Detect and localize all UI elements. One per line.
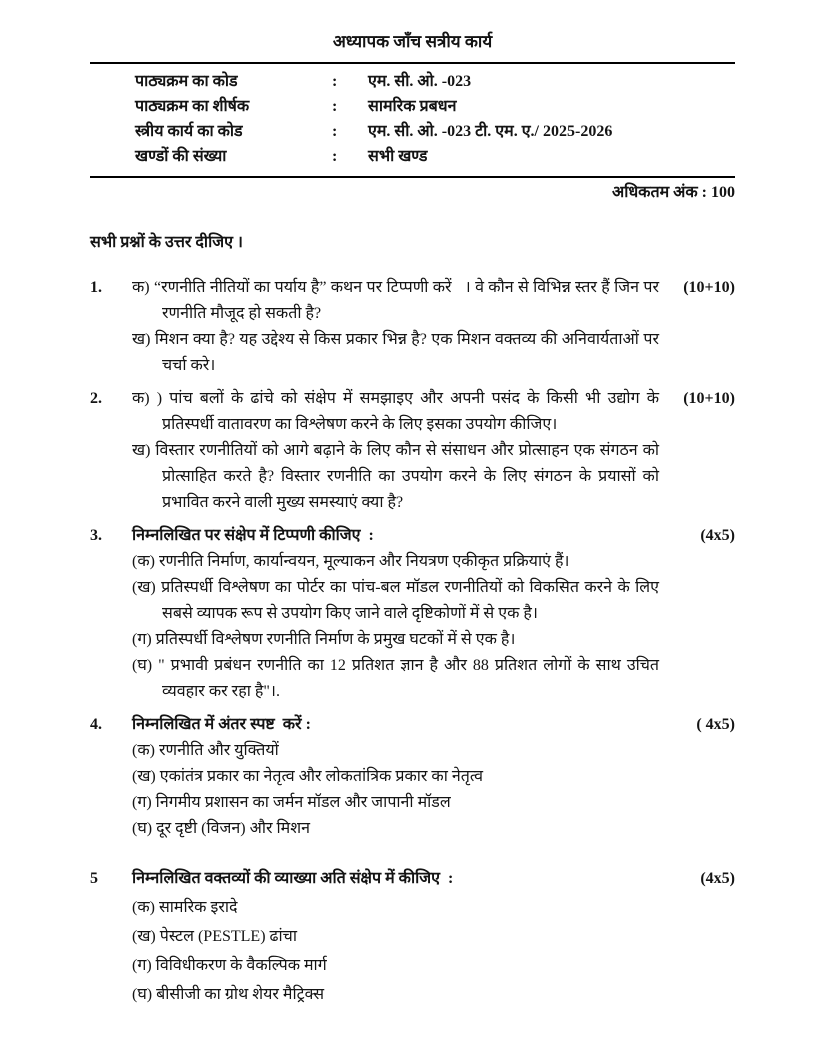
part-label: (ग) xyxy=(132,631,152,648)
info-colon: : xyxy=(332,73,338,90)
part-label: क) xyxy=(132,279,150,296)
question-part xyxy=(132,738,659,764)
question-marks: (4x5) xyxy=(700,527,735,544)
info-label: पाठ्यक्रम का शीर्षक xyxy=(135,98,250,115)
info-colon: : xyxy=(332,98,338,115)
part-label: (घ) xyxy=(132,986,153,1003)
part-text: “रणनीति नीतियों का पर्याय है” कथन पर टिप्पणी करें । वे कौन से विभिन्न स्तर हैं जिन पर रणनीति मौजूद हो सकती है? xyxy=(153,279,659,322)
info-colon: : xyxy=(332,148,338,165)
part-label: (ग) xyxy=(132,957,152,974)
question-part xyxy=(132,653,659,705)
part-label: ख) xyxy=(132,331,151,348)
part-text: पांच बलों के ढांचे को संक्षेप में समझाइए और अपनी पसंद के किसी भी उद्योग के प्रतिस्पर्धी वातावरण का विश्लेषण करने के लिए इसका उपयोग कीजिए। xyxy=(162,390,659,433)
part-text: रणनीति और युक्तियों xyxy=(158,742,279,759)
part-label: ख) xyxy=(132,442,151,459)
question-part xyxy=(132,764,659,790)
part-label: (ख) xyxy=(132,768,156,785)
question-5 xyxy=(90,866,735,1008)
info-label: खण्डों की संख्या xyxy=(135,148,227,165)
question-body xyxy=(132,523,659,705)
part-text: विविधीकरण के वैकल्पिक मार्ग xyxy=(155,957,327,974)
info-row-course-title xyxy=(90,94,735,119)
part-text: बीसीजी का ग्रोथ शेयर मैट्रिक्स xyxy=(156,986,325,1003)
info-row-course-code xyxy=(90,69,735,94)
question-number: 2. xyxy=(90,390,102,407)
info-row-sections xyxy=(90,144,735,169)
question-body xyxy=(132,275,659,379)
part-text: प्रतिस्पर्धी विश्लेषण रणनीति निर्माण के प्रमुख घटकों में से एक है। xyxy=(155,631,516,648)
part-label: (ग) xyxy=(132,794,152,811)
part-text: विस्तार रणनीतियों को आगे बढ़ाने के लिए कौन से संसाधन और प्रोत्साहन एक संगठन को प्रोत्साहित करते है? विस्तार रणनीति का उपयोग करने के लिए संगठन के प्रयासों को प्रभावित करने वाली मुख्य समस्याएं क्या है? xyxy=(155,442,660,511)
part-text: पेस्टल (PESTLE) ढांचा xyxy=(159,928,297,945)
part-text: " प्रभावी प्रबंधन रणनीति का 12 प्रतिशत ज्ञान है और 88 प्रतिशत लोगों के साथ उचित व्यवहार कर रहा है"।. xyxy=(158,657,660,700)
question-header: निम्नलिखित में अंतर स्पष्ट करें : xyxy=(132,716,311,733)
info-value: एम. सी. ओ. -023 xyxy=(368,73,472,90)
page-title: अध्यापक जाँच सत्रीय कार्य xyxy=(332,32,493,51)
question-header: निम्नलिखित वक्तव्यों की व्याख्या अति संक्षेप में कीजिए : xyxy=(132,870,454,887)
info-label: पाठ्यक्रम का कोड xyxy=(135,73,238,90)
question-marks: (10+10) xyxy=(683,279,735,296)
part-label: (घ) xyxy=(132,820,153,837)
question-number: 4. xyxy=(90,716,102,733)
part-text: दूर दृष्टी (विजन) और मिशन xyxy=(156,820,310,837)
part-label: (घ) xyxy=(132,657,153,674)
question-marks: ( 4x5) xyxy=(696,716,735,733)
question-body xyxy=(132,386,659,516)
part-text: सामरिक इरादे xyxy=(158,899,238,916)
question-part xyxy=(132,790,659,816)
course-info-table xyxy=(90,62,735,178)
info-label: स्त्रीय कार्य का कोड xyxy=(135,123,243,140)
max-marks: अधिकतम अंक : 100 xyxy=(611,184,735,201)
question-part xyxy=(132,549,659,575)
instruction: सभी प्रश्नों के उत्तर दीजिए । xyxy=(90,234,243,251)
question-3 xyxy=(90,523,735,705)
info-value: सामरिक प्रबधन xyxy=(368,98,457,115)
question-1 xyxy=(90,275,735,379)
part-text: मिशन क्या है? यह उद्देश्य से किस प्रकार भिन्न है? एक मिशन वक्तव्य की अनिवार्यताओं पर चर्चा करे। xyxy=(154,331,659,374)
question-part xyxy=(132,816,659,842)
question-body xyxy=(132,712,659,842)
question-part xyxy=(132,924,659,950)
part-text: एकांतंत्र प्रकार का नेतृत्व और लोकतांत्रिक प्रकार का नेतृत्व xyxy=(159,768,483,785)
part-label: (क) xyxy=(132,553,155,570)
question-part xyxy=(132,627,659,653)
info-value: एम. सी. ओ. -023 टी. एम. ए./ 2025-2026 xyxy=(368,123,613,140)
question-number: 3. xyxy=(90,527,102,544)
question-part xyxy=(132,953,659,979)
question-part xyxy=(132,275,659,327)
question-part xyxy=(132,982,659,1008)
question-number: 5 xyxy=(90,870,98,887)
question-marks: (4x5) xyxy=(700,870,735,887)
question-4 xyxy=(90,712,735,842)
question-body xyxy=(132,866,659,1008)
part-label: (क) xyxy=(132,742,155,759)
question-2 xyxy=(90,386,735,516)
question-part xyxy=(132,575,659,627)
part-label: क) ) xyxy=(132,390,163,407)
part-text: निगमीय प्रशासन का जर्मन मॉडल और जापानी मॉडल xyxy=(155,794,451,811)
part-text: प्रतिस्पर्धी विश्लेषण का पोर्टर का पांच-बल मॉडल रणनीतियों को विकसित करने के लिए सबसे व्यापक रूप से उपयोग किए जाने वाले दृष्टिकोणों में से एक है। xyxy=(161,579,659,622)
question-marks: (10+10) xyxy=(683,390,735,407)
question-header: निम्नलिखित पर संक्षेप में टिप्पणी कीजिए : xyxy=(132,527,374,544)
question-part xyxy=(132,438,659,516)
part-text: रणनीति निर्माण, कार्यान्वयन, मूल्याकन और नियत्रण एकीकृत प्रक्रियाएं हैं। xyxy=(158,553,570,570)
question-part xyxy=(132,386,659,438)
part-label: (ख) xyxy=(132,928,156,945)
question-number: 1. xyxy=(90,279,102,296)
part-label: (क) xyxy=(132,899,155,916)
question-part xyxy=(132,327,659,379)
question-part xyxy=(132,895,659,921)
info-value: सभी खण्ड xyxy=(368,148,428,165)
info-colon: : xyxy=(332,123,338,140)
info-row-assignment-code xyxy=(90,119,735,144)
part-label: (ख) xyxy=(132,579,156,596)
